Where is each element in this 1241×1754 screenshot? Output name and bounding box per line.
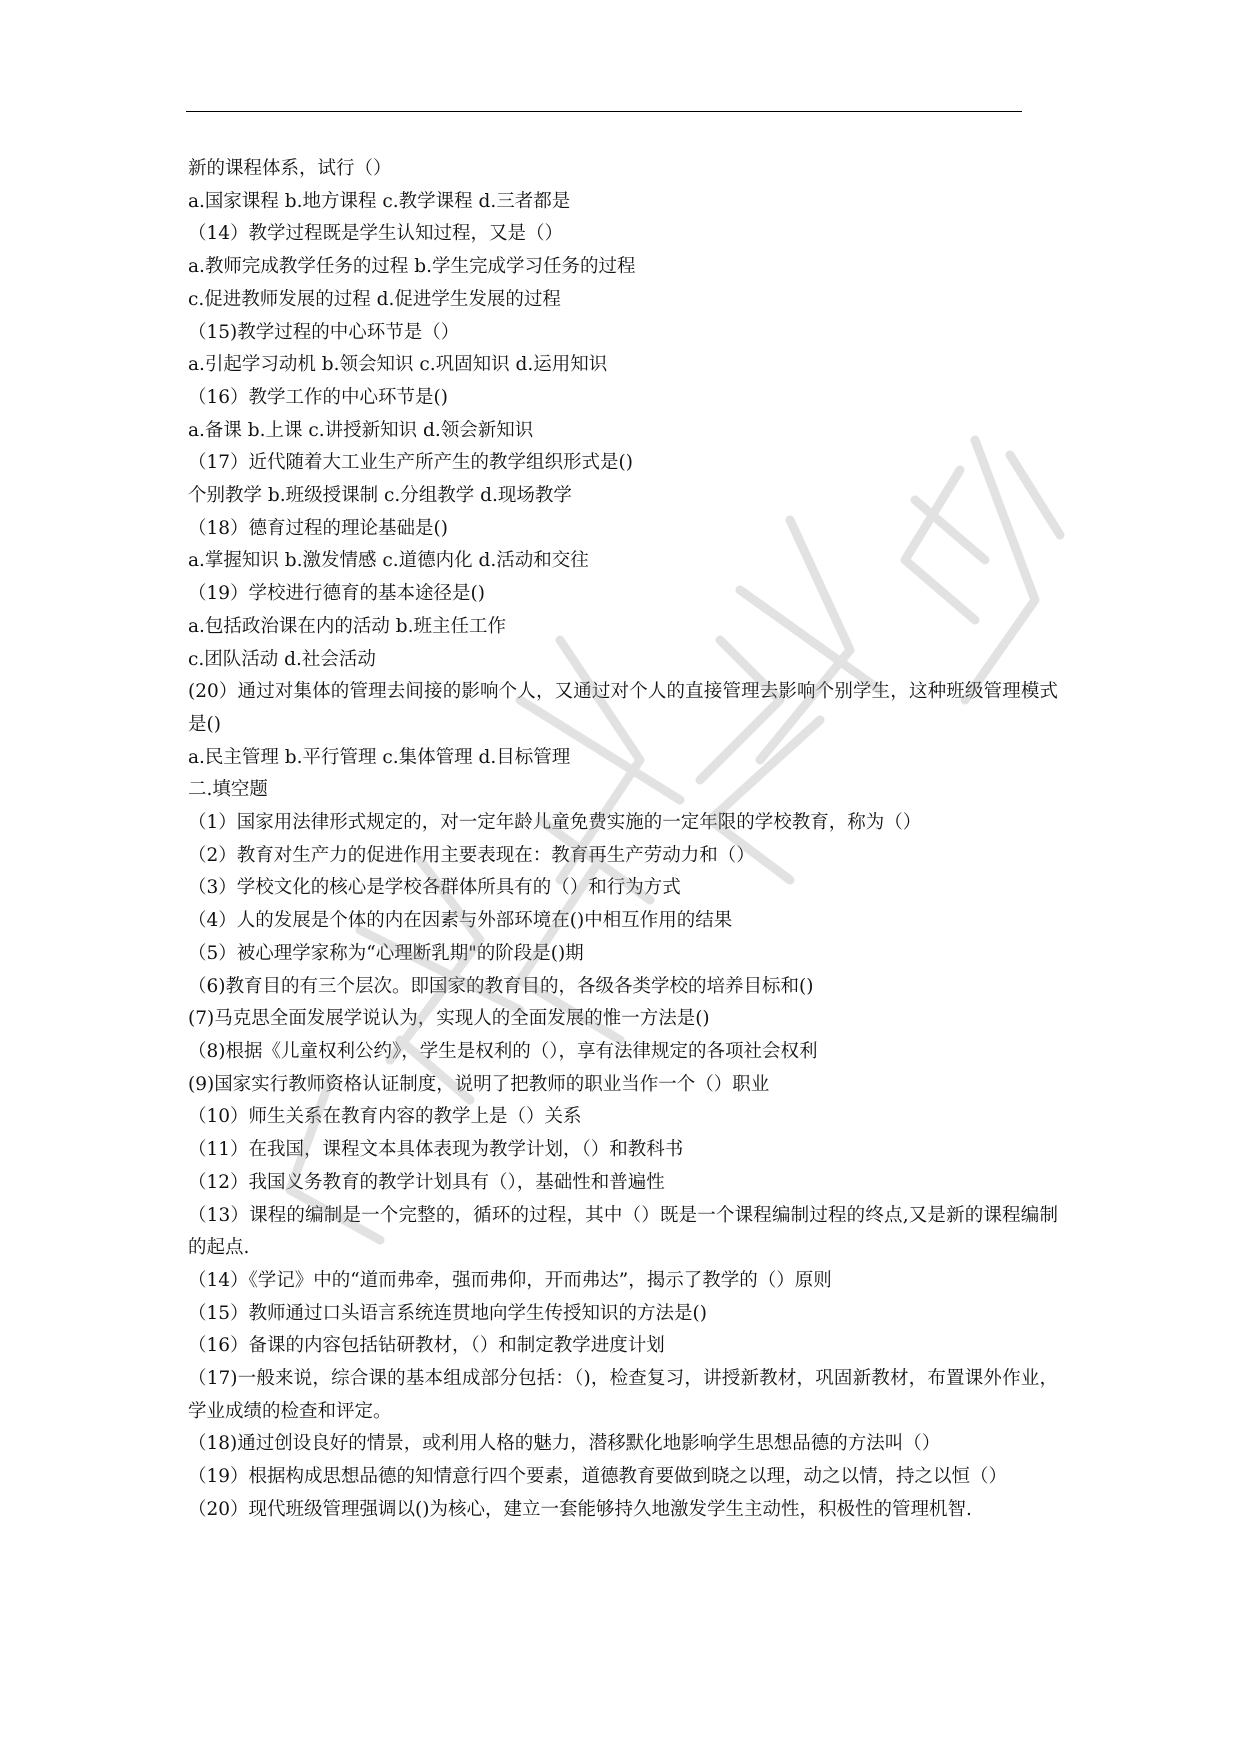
- text-line: 个别教学 b.班级授课制 c.分组教学 d.现场教学: [188, 485, 572, 507]
- text-line: （16）教学工作的中心环节是(): [188, 386, 448, 408]
- text-line: （5）被心理学家称为“心理断乳期"的阶段是()期: [188, 942, 584, 964]
- text-line: （15)教学过程的中心环节是（）: [188, 321, 460, 343]
- text-line: （14）《学记》中的“道而弗牵，强而弗仰，开而弗达”，揭示了教学的（）原则: [188, 1269, 832, 1291]
- text-line: （14）教学过程既是学生认知过程，又是（）: [188, 223, 564, 245]
- text-line: c.团队活动 d.社会活动: [188, 648, 376, 670]
- text-line: （8)根据《儿童权利公约》，学生是权利的（），享有法律规定的各项社会权利: [188, 1040, 818, 1062]
- text-line: 新的课程体系，试行（）: [188, 158, 392, 179]
- text-line: （11）在我国，课程文本具体表现为教学计划，（）和教科书: [188, 1139, 684, 1161]
- document-body: [188, 153, 1058, 1527]
- text-line: a.国家课程 b.地方课程 c.教学课程 d.三者都是: [188, 190, 571, 212]
- text-line: （4）人的发展是个体的内在因素与外部环境在()中相互作用的结果: [188, 910, 733, 932]
- text-line: （16）备课的内容包括钻研教材，（）和制定教学进度计划: [188, 1335, 665, 1357]
- text-line: （18）德育过程的理论基础是(): [188, 517, 448, 539]
- text-line: （1）国家用法律形式规定的，对一定年龄儿童免费实施的一定年限的学校教育，称为（）: [188, 812, 922, 834]
- text-line: a.民主管理 b.平行管理 c.集体管理 d.目标管理: [188, 746, 571, 768]
- text-line: （19）学校进行德育的基本途径是(): [188, 583, 485, 605]
- text-line: a.掌握知识 b.激发情感 c.道德内化 d.活动和交往: [188, 550, 589, 572]
- text-line: （19）根据构成思想品德的知情意行四个要素，道德教育要做到晓之以理，动之以情，持之以恒（）: [188, 1466, 1008, 1488]
- text-line: c.促进教师发展的过程 d.促进学生发展的过程: [188, 288, 561, 310]
- text-line: a.引起学习动机 b.领会知识 c.巩固知识 d.运用知识: [188, 354, 608, 376]
- text-line: (9)国家实行教师资格认证制度，说明了把教师的职业当作一个（）职业: [188, 1073, 770, 1095]
- text-line: （10）师生关系在教育内容的教学上是（）关系: [188, 1106, 582, 1128]
- text-line: （17）近代随着大工业生产所产生的教学组织形式是(): [188, 452, 633, 474]
- header-rule: [186, 111, 1022, 112]
- text-line: （18)通过创设良好的情景，或利用人格的魅力，潜移默化地影响学生思想品德的方法叫（）: [188, 1433, 941, 1455]
- text-line: (7)马克思全面发展学说认为，实现人的全面发展的惟一方法是(): [188, 1008, 710, 1030]
- text-line: （13）课程的编制是一个完整的，循环的过程，其中（）既是一个课程编制过程的终点,又是新的课程编制的起点.: [188, 1204, 1058, 1259]
- section-heading: 二.填空题: [188, 779, 268, 801]
- text-line: （6)教育目的有三个层次。即国家的教育目的，各级各类学校的培养目标和(): [188, 975, 814, 997]
- text-line: （3）学校文化的核心是学校各群体所具有的（）和行为方式: [188, 877, 681, 899]
- text-line: a.包括政治课在内的活动 b.班主任工作: [188, 615, 507, 637]
- text-line: （12）我国义务教育的教学计划具有（），基础性和普遍性: [188, 1171, 665, 1193]
- text-line: （20）现代班级管理强调以()为核心，建立一套能够持久地激发学生主动性，积极性的管理机智.: [188, 1498, 972, 1520]
- text-line: （2）教育对生产力的促进作用主要表现在：教育再生产劳动力和（）: [188, 844, 755, 866]
- text-line: （15）教师通过口头语言系统连贯地向学生传授知识的方法是(): [188, 1302, 707, 1324]
- text-line: a.备课 b.上课 c.讲授新知识 d.领会新知识: [188, 419, 534, 441]
- text-line: (20）通过对集体的管理去间接的影响个人，又通过对个人的直接管理去影响个别学生，这种班级管理模式是(): [188, 681, 1058, 735]
- text-line: a.教师完成教学任务的过程 b.学生完成学习任务的过程: [188, 256, 636, 278]
- text-line: （17)一般来说，综合课的基本组成部分包括：（)，检查复习，讲授新教材，巩固新教材，布置课外作业，学业成绩的检查和评定。: [188, 1368, 1058, 1422]
